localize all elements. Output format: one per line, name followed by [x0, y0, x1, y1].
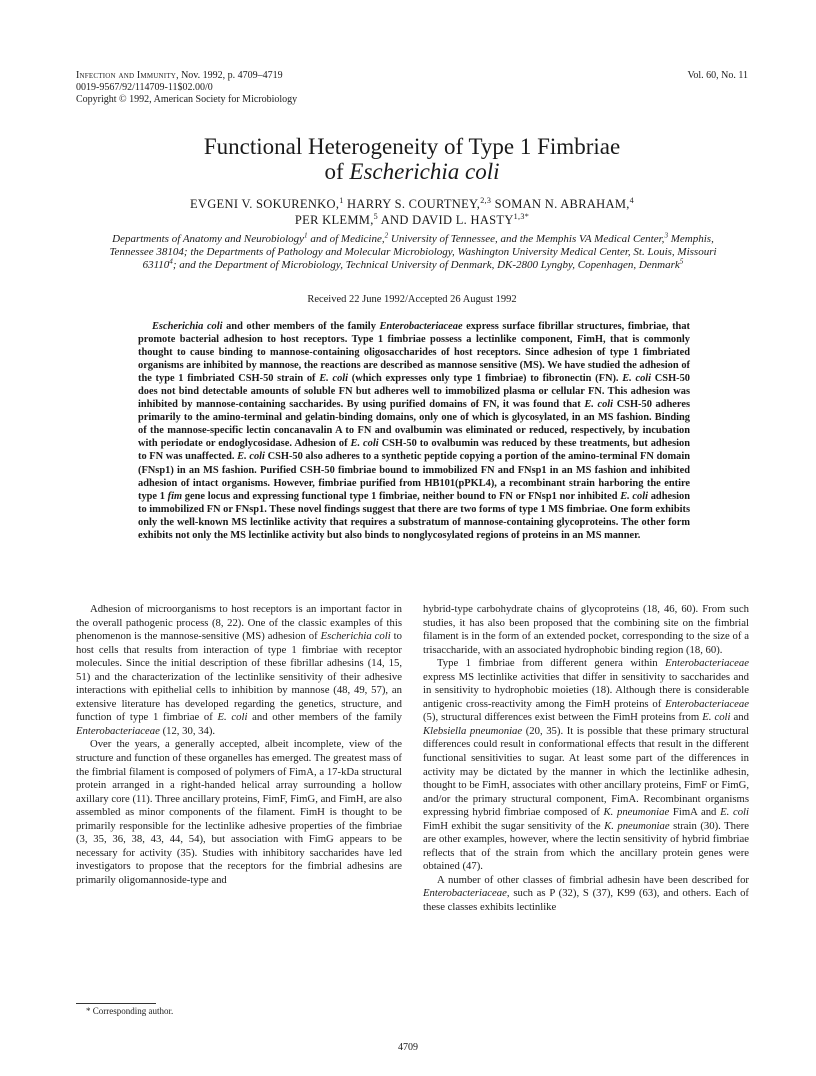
- abstract-text: (which expresses only type 1 fimbriae) to fibronectin (FN).: [348, 373, 623, 385]
- abstract-text: CSH-50 does not bind detectable amounts of soluble FN but adheres well to immobilized plasma or cellular FN. This adhesion was inhibited by mannose-containing saccharides. By using purified domains of FN, it was found that: [138, 373, 691, 411]
- affiliation-text: University of Tennessee, and the Memphis VA Medical Center,: [388, 233, 665, 245]
- author-affil-sup: [514, 212, 529, 221]
- affiliation-sup: 5: [679, 257, 684, 266]
- abstract-italic: Escherichia coli: [152, 321, 223, 332]
- body-italic: E. coli: [720, 806, 749, 819]
- body-italic: E. coli: [217, 711, 248, 724]
- body-paragraph: [423, 657, 749, 874]
- abstract-italic: E. coli: [237, 451, 265, 463]
- body-italic: Klebsiella pneumoniae: [423, 724, 523, 737]
- affiliations: [104, 233, 722, 272]
- body-text: to host cells that results from interaction of type 1 fimbriae with receptor molecules. Since the initial description of these fibrillar adhesins (14, 15, 51) and the characterization of the lectinlike sensitivity of their adhesive interactions with epithelial cells to inhibition by mannose (48, 49, 57), an extensive literature has developed regarding the genetics, structure, and function of type 1 fimbriae of: [76, 630, 402, 724]
- body-text: express MS lectinlike activities that differ in sensitivity to saccharides and in sensitivity to hydrophobic moieties (18). Although there is considerable antigenic cross-reactivity among the FimH proteins of: [423, 670, 749, 710]
- footnote: * Corresponding author.: [86, 1006, 174, 1016]
- author-affil-sup: 1: [339, 195, 344, 205]
- body-paragraph: Over the years, a generally accepted, albeit incomplete, view of the structure and function of these organelles has emerged. The greatest mass of the fimbrial filament is composed of polymers of FimA, a 17-kDa structural protein arranged in a right-handed helical array surrounding a hollow axillary core (11). Three ancillary proteins, FimF, FimG, and FimH, are also assembled as minor components of the filament. FimH is thought to be primarily responsible for the lectinlike adhesive properties of the fimbriae (3, 35, 36, 38, 43, 44, 54), but association with FimG appears to be necessary for activity (35). Studies with inhibitory saccharides have led investigators to propose that the receptors for the fimbrial adhesins are primarily oligomannoside-type and: [76, 738, 402, 886]
- abstract-text: CSH-50 to ovalbumin was reduced by these treatments, but adhesion to FN was unaffected.: [138, 438, 691, 463]
- footnote-rule: [76, 1003, 156, 1004]
- body-text: FimA and: [669, 806, 721, 819]
- body-italic: Enterobacteriaceae: [423, 887, 507, 900]
- abstract-text: gene locus and expressing functional type 1 fimbriae, neither bound to FN or FNsp1 nor inhibited: [182, 490, 621, 502]
- body-italic: Enterobacteriaceae: [665, 697, 749, 710]
- journal-name: Infection and Immunity: [76, 70, 177, 81]
- body-column-right: [423, 603, 749, 915]
- author-affil-number: 1,3: [513, 211, 525, 221]
- affiliation-text: ; and the Department of Microbiology, Technical University of Denmark, DK-2800 Lyngby, Copenhagen, Denmark: [172, 259, 680, 271]
- body-text: A number of other classes of fimbrial adhesin have been described for: [437, 873, 749, 886]
- author-line-1: [120, 196, 704, 212]
- body-text: strain (30). There are other examples, however, where the lectin sensitivity of hybrid fimbriae reflects that of the strain from which the ancillary protein genes were obtained (47).: [423, 819, 750, 873]
- page-number: 4709: [398, 1042, 418, 1053]
- affiliation-text: and of Medicine,: [307, 233, 385, 245]
- body-text: (12, 30, 34).: [159, 724, 216, 737]
- affiliation-sup: 2: [384, 231, 389, 240]
- abstract-text: and other members of the family: [222, 321, 380, 332]
- abstract-italic: E. coli: [622, 373, 652, 385]
- author-list: [120, 196, 704, 228]
- body-text: and other members of the family: [247, 711, 402, 724]
- abstract-text: CSH-50 adheres primarily to the amino-terminal and gelatin-binding domains, only one of which is glycosylated, in an MS fashion. Binding of the mannose-specific lectin concanavalin A to FN and ovalbumin was eliminated or reduced, respectively, by incubation with periodate or endoglycosidase. Adhesion of: [138, 399, 690, 450]
- author-courtney: HARRY S. COURTNEY,: [343, 197, 481, 211]
- title-line-1: Functional Heterogeneity of Type 1 Fimbriae: [203, 134, 621, 159]
- author-affil-sup: 2,3: [480, 195, 492, 205]
- corresponding-mark: *: [524, 211, 530, 221]
- abstract-italic: fim: [167, 490, 183, 502]
- body-text: and: [730, 711, 749, 724]
- body-text: Adhesion of microorganisms to host receptors is an important factor in the overall pathogenic process (8, 22). One of the classic examples of this phenomenon is the mannose-sensitive (MS) adhesion of: [76, 603, 402, 643]
- body-italic: Enterobacteriaceae: [76, 724, 160, 737]
- affiliation-text: Departments of Anatomy and Neurobiology: [112, 233, 305, 245]
- title-organism: Escherichia coli: [349, 159, 500, 184]
- body-text: FimH exhibit the sugar sensitivity of the: [423, 819, 605, 832]
- article-title: [76, 134, 748, 184]
- body-column-left: [76, 603, 402, 887]
- author-klemm: PER KLEMM,: [294, 213, 374, 227]
- title-line-2: [76, 159, 748, 184]
- abstract: [138, 320, 690, 542]
- abstract-italic: E. coli: [319, 373, 349, 385]
- issue-pages: , Nov. 1992, p. 4709–4719: [176, 70, 283, 81]
- body-italic: K. pneumoniae: [604, 819, 670, 832]
- body-italic: Enterobacteriaceae: [665, 657, 749, 670]
- author-affil-sup: 5: [373, 211, 378, 221]
- author-sokurenko: EVGENI V. SOKURENKO,: [189, 197, 340, 211]
- author-affil-sup: 4: [629, 195, 635, 205]
- body-text: (20, 35). It is possible that these primary structural differences could result in conformational effects that result in the different functional sensitivities to sugar. At least some part of the differences in activity may be dictated by the manner in which the lectinlike adhesin, thought to be FimH, associates with other ancillary proteins, FimF or FimG, and/or the primary structural component, FimA. Recombinant organisms expressing hybrid fimbriae composed of: [423, 724, 750, 819]
- body-paragraph: [76, 603, 402, 738]
- body-italic: Escherichia coli: [320, 630, 391, 643]
- abstract-italic: Enterobacteriaceae: [379, 321, 463, 332]
- running-header-journal: [76, 70, 283, 82]
- affiliation-text: Memphis, Tennessee 38104; the Departments of Pathology and Molecular Microbiology, Washington University Medical Center, St. Louis, Missouri 63110: [109, 233, 717, 271]
- abstract-italic: E. coli: [584, 399, 614, 411]
- affiliation-sup: 3: [664, 231, 669, 240]
- body-paragraph: [423, 874, 749, 915]
- body-text: , such as P (32), S (37), K99 (63), and others. Each of these classes exhibits lectinlike: [423, 887, 749, 914]
- body-text: Type 1 fimbriae from different genera within: [437, 657, 666, 670]
- received-dates: Received 22 June 1992/Accepted 26 August 1992: [307, 294, 517, 305]
- body-italic: K. pneumoniae: [603, 806, 670, 819]
- abstract-text: CSH-50 also adheres to a synthetic peptide copying a portion of the amino-terminal FN domain (FNsp1) in an MS fashion. Purified CSH-50 fimbriae bound to immobilized FN and FNsp1 in an MS fashion and inhibited adhesion of intact organisms. However, fimbriae purified from HB101(pPKL4), a recombinant strain harboring the entire type 1: [138, 451, 690, 502]
- abstract-italic: E. coli: [350, 438, 379, 450]
- abstract-text: express surface fibrillar structures, fimbriae, that promote bacterial adhesion to host receptors. Type 1 fimbriae possess a lectinlike component, FimH, that is commonly thought to cause binding to mannose-containing oligosaccharides of host receptors. Since adhesion of type 1 fimbriated organisms are inhibited by mannose, the reactions are described as mannose sensitive (MS). We have studied the adhesion of the type 1 fimbriated CSH-50 strain of: [138, 321, 690, 385]
- author-line-2: [120, 212, 704, 228]
- body-italic: E. coli: [702, 711, 731, 724]
- author-abraham: SOMAN N. ABRAHAM,: [491, 197, 630, 211]
- title-prefix: of: [324, 159, 350, 184]
- body-paragraph: hybrid-type carbohydrate chains of glycoproteins (18, 46, 60). From such studies, it has also been proposed that the combining site on the fimbrial filament is in the form of an extended pocket, corresponding to the size of a trisaccharide, with an associated hydrophobic binding region (18, 60).: [423, 603, 749, 656]
- abstract-italic: E. coli: [620, 490, 649, 502]
- abstract-text: adhesion to immobilized FN or FNsp1. These novel findings suggest that there are two forms of type 1 MS fimbriae. One form exhibits only the well-known MS lectinlike activity that requires a substratum of mannose-containing glycoproteins. The other form exhibits not only the MS lectinlike activity but also binds to nonglycosylated regions of proteins in an MS manner.: [138, 490, 690, 541]
- article-code: 0019-9567/92/114709-11$02.00/0: [76, 82, 213, 93]
- affiliation-sup: 4: [169, 257, 173, 266]
- body-text: (5), structural differences exist between the FimH proteins from: [423, 711, 703, 724]
- affiliation-sup: 1: [304, 231, 308, 240]
- volume-number: Vol. 60, No. 11: [687, 70, 748, 81]
- author-hasty: AND DAVID L. HASTY: [377, 213, 514, 227]
- copyright-line: Copyright © 1992, American Society for Microbiology: [76, 94, 298, 105]
